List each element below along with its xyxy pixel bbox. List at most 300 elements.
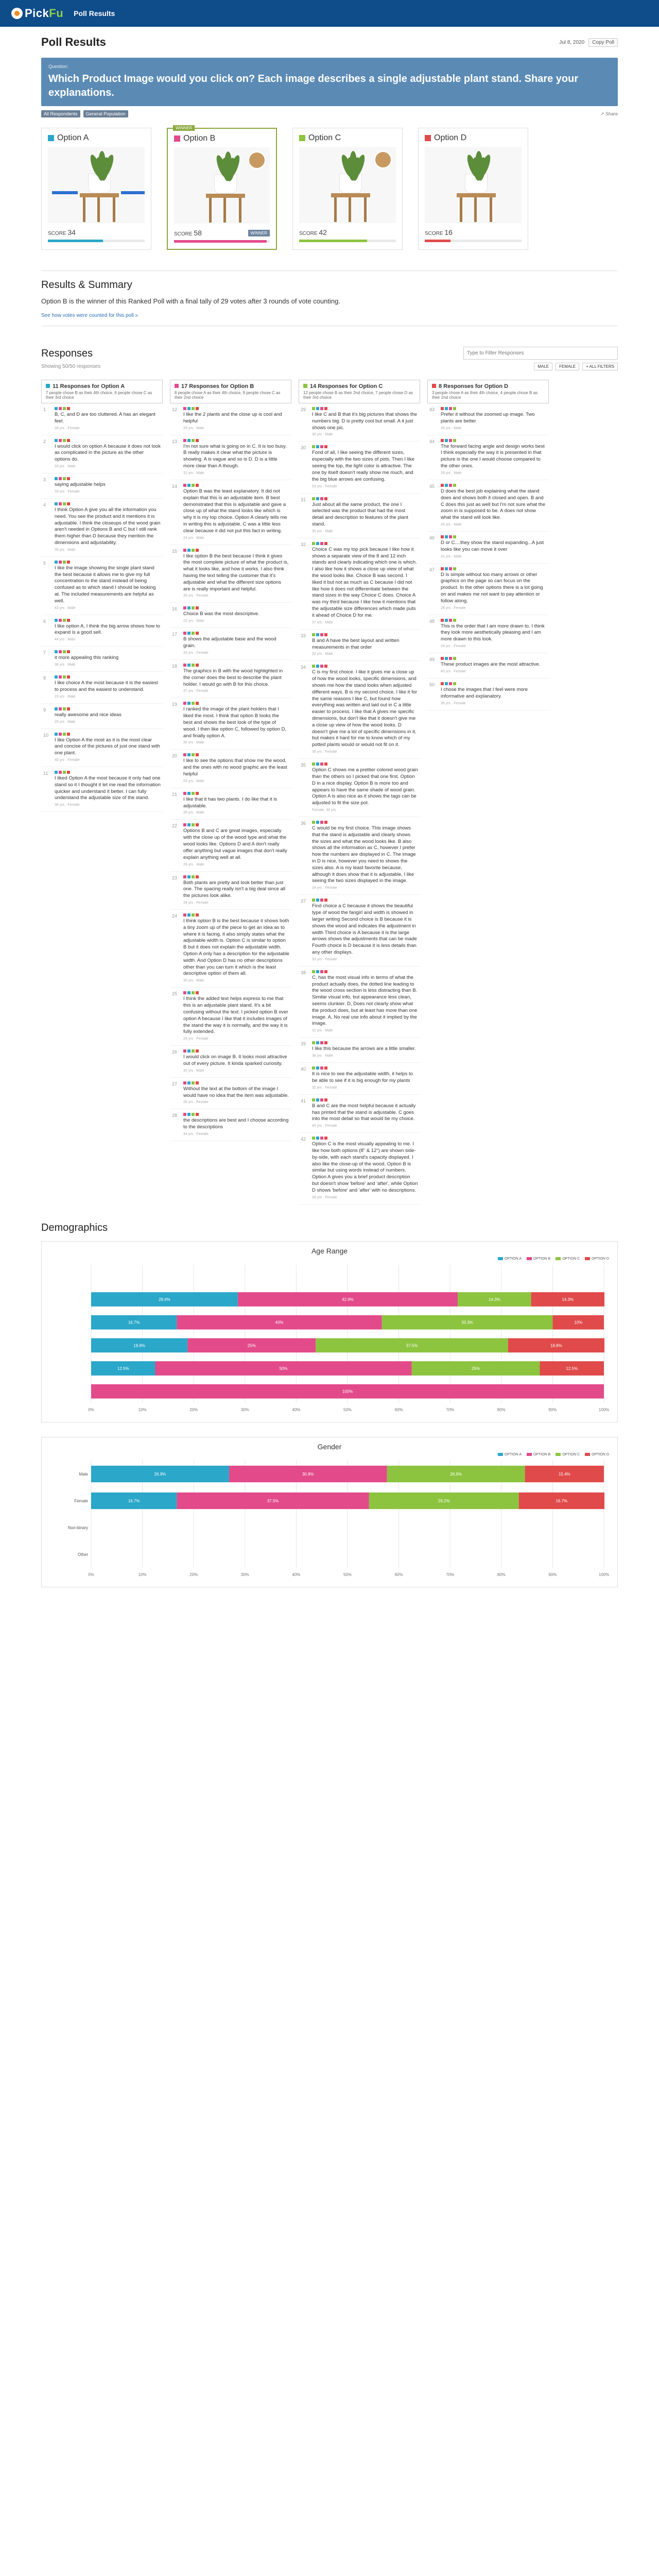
response-text: Find choice a C because it shows the beautiful type of wood the fangirl and width is showed in larger writing Second choice is B because it is shows the wood and indicates the adjustment in width Third choice is A because it is the large arrows shows the adjustments that can be made Fourth choice is D because it is less details than any other displays. [312,903,417,955]
respondent-meta: 53 yrs · Male [183,779,204,783]
rank-swatch [192,913,195,917]
rank-swatch [187,632,190,635]
response-item [427,615,549,653]
rank-order [312,445,418,448]
response-number: 12 [172,407,178,412]
response-item [299,1095,420,1133]
response-number: 25 [172,991,178,997]
response-number: 28 [172,1113,178,1118]
bar-value-label: 18.8% [550,1343,562,1348]
option-name: Option C [308,133,341,142]
top-navbar [0,0,659,27]
copy-poll-button[interactable]: Copy Poll [588,38,618,47]
wood-grain-zoom [374,151,392,168]
rank-order [312,762,418,766]
response-item [170,403,291,435]
male-filter-button[interactable]: MALE [534,363,552,370]
response-text: Choice C was my top pick because I like how it shows a separate view of the 8 and 12 inch stands and clearly indicating which one is which. I also like how it shows a close up view of what the wood looks like. Choice B was second. I liked it but not as much as C because I did not like how it does not differentiate between the stand sizes in the way Choice C does. Choice A was my third because I like how it mentions that the adjustable size differences which made puts it ahead of Choice D for me. [312,546,417,618]
rank-swatch [312,497,315,500]
rank-swatch [453,535,456,538]
respondent-meta: 35 yrs · Male [312,529,333,533]
rank-order [312,633,418,636]
bar-value-label: 33.3% [461,1320,473,1325]
rank-swatch [187,1049,190,1053]
x-tick-label: 40% [292,1572,301,1577]
rank-swatch [192,664,195,667]
response-item [41,729,163,767]
filter-responses-input[interactable] [463,347,618,360]
respondent-meta: 36 yrs · Female [441,701,466,705]
legend-item: OPTION D [585,1257,609,1261]
response-body [312,762,418,812]
rank-swatch [320,497,323,500]
rank-swatch [67,707,70,710]
response-body [55,502,161,552]
rank-order [441,567,547,570]
rank-swatch [63,619,66,622]
response-text: saying adjustable helps [55,482,106,488]
respondent-meta: Female, 34 yrs [312,808,336,812]
response-number: 22 [172,823,178,829]
score-row [174,229,270,237]
rank-swatch [312,633,315,636]
response-column-header [427,380,549,403]
option-color-swatch [174,135,180,142]
response-body [55,771,161,807]
response-text: B and A have the best layout and written measurements in that order [312,637,400,650]
rank-swatch [63,650,66,653]
response-item [41,647,163,672]
response-number: 43 [429,407,435,412]
response-body [312,542,418,624]
response-text: Both plants are pretty and look better than just one. The spacing really isn't a big deal since all the pictures look alike. [183,879,286,899]
rank-swatch [453,657,456,660]
bar-value-label: 16.7% [128,1320,140,1325]
response-item [170,750,291,788]
rank-order [55,561,161,564]
rank-swatch [192,632,195,635]
respondent-meta: 26 yrs · Male [183,811,204,815]
option-card[interactable] [418,128,528,250]
response-column-header [299,380,420,403]
rank-swatch [187,664,190,667]
response-body [55,407,161,430]
stand-top-shape [80,193,119,197]
option-color-swatch [175,384,179,388]
response-number: 9 [43,707,46,713]
rank-swatch [312,1098,315,1101]
response-number: 1 [43,407,46,412]
response-body [55,619,161,642]
option-color-swatch [303,384,307,388]
option-name: Option B [183,134,216,143]
rank-swatch [183,632,186,635]
rank-swatch [453,407,456,410]
x-tick-label: 60% [394,1572,403,1577]
response-text: I think Option A give you all the information you need. You see the product and it mentions it is adjustable. I think the closeups of the wood grain aren't needed in Options B and C but I still rank them higher than D because they mention the dimensions and adjustability. [55,506,161,546]
rank-swatch [183,875,186,878]
x-tick-label: 100% [598,1407,609,1412]
gender-svg [50,1456,609,1580]
x-tick-label: 10% [138,1572,147,1577]
gender-chart [41,1437,618,1587]
bar-value-label: 15.4% [558,1471,570,1477]
rank-swatch [316,1041,319,1044]
response-item [41,499,163,557]
rank-swatch [187,439,190,442]
response-body [312,1098,418,1128]
rank-swatch [320,542,323,545]
rank-swatch [324,970,327,973]
score-value: 16 [444,228,453,236]
response-body [441,439,547,475]
rank-swatch [320,1137,323,1140]
response-text: The graphics in B with the wood highlighted in the corner does the best to describe the plant holder. I would go with B for this choice. [183,668,283,687]
rank-swatch [183,407,186,410]
rank-order [183,913,289,917]
rank-order [441,682,547,685]
stand-top-shape [457,193,496,197]
rank-order [55,502,161,505]
response-body [55,439,161,468]
rank-swatch [324,445,327,448]
response-body [183,875,289,905]
rank-swatch [196,792,199,795]
share-button[interactable]: ↗ Share [600,111,618,116]
rank-swatch [441,484,444,487]
response-number: 27 [172,1081,178,1087]
rank-swatch [316,821,319,824]
response-text: Choice B was the most descriptive. [183,611,259,617]
vote-counting-link[interactable]: See how votes were counted for this poll » [41,313,138,318]
chart-title: Gender [317,1442,342,1451]
x-tick-label: 20% [189,1407,198,1412]
rank-swatch [67,619,70,622]
category-label: Other [77,1552,88,1557]
rank-swatch [183,991,186,994]
rank-swatch [445,657,448,660]
response-item [299,630,420,662]
response-number: 18 [172,663,178,669]
rank-order [441,535,547,538]
rank-order [183,823,289,826]
bar-value-label: 25% [471,1366,480,1371]
plant-stand-image[interactable] [48,147,145,223]
x-tick-label: 40% [292,1407,301,1412]
rank-swatch [55,650,58,653]
response-body [183,1081,289,1105]
column-subtitle: 7 people chose B as their 4th choice, 6 people chose C as their 3rd choice [46,391,152,400]
rank-swatch [63,407,66,410]
response-number: 16 [172,606,178,612]
rank-order [312,665,418,668]
respondent-meta: 22 yrs · Male [183,619,204,623]
rank-swatch [63,561,66,564]
rank-swatch [55,675,58,679]
rank-swatch [187,823,190,826]
respondent-meta: 29 yrs · Male [183,862,204,867]
audience-tag[interactable]: General Population [83,110,128,117]
response-item [299,759,420,817]
rank-swatch [441,619,444,622]
bar-value-label: 30.8% [302,1471,314,1477]
rank-order [312,407,418,410]
rank-swatch [55,477,58,480]
female-filter-button[interactable]: FEMALE [556,363,579,370]
response-text: The forward facing angle and design works best I think especially the way it is presented in that picture is the one I would choose compared to the other ones. [441,443,545,469]
respondent-meta: 53 yrs · Female [312,484,337,488]
response-number: 41 [301,1098,306,1104]
score-label [425,228,453,236]
response-item [170,1078,291,1110]
response-item [427,435,549,480]
rank-swatch [67,771,70,774]
x-tick-label: 100% [598,1572,609,1577]
x-tick-label: 90% [548,1407,557,1412]
rank-swatch [67,675,70,679]
response-number: 32 [301,541,306,547]
respondent-meta: 34 yrs · Female [183,901,209,905]
rank-swatch [55,561,58,564]
rank-swatch [183,606,186,609]
response-text: Option B was the least explanatory. It did not explain that this is an adjustable item. B best demonstrated that this is adjustable and gave a close up of what the stand looks like which is why it is my top choice. Option A clearly tells me in writing this is adjustable. C was a little less clear because it did not put this fact in writing. [183,488,287,534]
bar-value-label: 29.2% [438,1498,450,1503]
response-number: 17 [172,632,178,637]
arrow-shape [121,191,145,194]
response-number: 31 [301,497,306,502]
option-card[interactable] [292,128,403,250]
score-label [174,229,202,237]
response-column [41,380,163,812]
rank-swatch [453,484,456,487]
response-body [441,682,547,705]
rank-swatch [63,675,66,679]
rank-swatch [312,1137,315,1140]
rank-order [55,707,161,710]
response-number: 23 [172,875,178,880]
rank-swatch [312,821,315,824]
rank-swatch [67,733,70,736]
rank-swatch [59,733,62,736]
bar-value-label: 26.9% [450,1471,462,1477]
rank-swatch [316,899,319,902]
rank-swatch [320,821,323,824]
bar-value-label: 16.7% [556,1498,568,1503]
response-text: B, C, and D are too cluttered. A has an elegant feel. [55,412,155,424]
respondent-meta: 37 yrs · Male [312,620,333,624]
rank-order [183,407,289,410]
audience-tag[interactable]: All Respondents [41,110,80,117]
score-row [299,228,396,236]
response-number: 3 [43,477,46,483]
arrow-shape [52,191,78,194]
option-header [299,133,396,143]
rank-order [55,771,161,774]
rank-swatch [196,1081,199,1084]
respondent-meta: 44 yrs · Male [55,638,76,642]
option-card[interactable] [167,128,277,250]
rank-swatch [449,682,452,685]
response-number: 50 [429,682,435,687]
response-body [183,1113,289,1136]
response-body [312,497,418,533]
rank-swatch [192,606,195,609]
rank-swatch [449,439,452,442]
score-bar [425,240,522,242]
all-filters-button[interactable]: + ALL FILTERS [582,363,618,370]
response-body [183,606,289,623]
response-item [41,615,163,647]
response-body [183,439,289,475]
plant-stand-image[interactable] [299,147,396,223]
rank-swatch [55,407,58,410]
rank-swatch [55,439,58,442]
rank-order [183,991,289,994]
legend-item: OPTION D [585,1453,609,1456]
response-item [41,672,163,704]
bar-value-label: 14.3% [562,1297,574,1302]
winner-button[interactable]: WINNER [248,230,270,236]
response-text: I like option B the best because I think it gives the most complete picture of what the product is, what it looks like, and how it works. I also think having the text telling the customer that it's adjustable and what the different size options are is really important and helpful. [183,553,289,592]
pickfu-logo[interactable]: PickFu [11,7,63,20]
rank-swatch [196,439,199,442]
rank-order [183,606,289,609]
rank-swatch [183,439,186,442]
rank-swatch [183,913,186,917]
stand-leg-shape [334,197,337,222]
legend-item: OPTION B [527,1453,550,1456]
rank-swatch [453,619,456,622]
option-card[interactable] [41,128,151,250]
stand-leg-shape [490,197,492,222]
option-cards [41,128,618,250]
response-item [299,895,420,967]
response-text: I ranked the image of the plant holders that I liked the most. I think that option B looks the best and shows the best look of the type of wood. I then like option C, followed by option D, and finally option A. [183,706,287,739]
response-text: Fond of all, I like seeing the different sizes, especially with the two sizes of pots. Then I like seeing the top, the light color is attractive. The one by itself doesn't really show me much, and the big blue arrows are confusing. [312,450,414,482]
rank-swatch [316,542,319,545]
response-text: the descriptions are best and I choose according to the descriptions [183,1117,289,1130]
rank-swatch [63,771,66,774]
x-tick-label: 70% [446,1407,455,1412]
rank-swatch [59,502,62,505]
rank-swatch [196,823,199,826]
response-body [55,707,161,724]
score-label [48,228,76,236]
response-number: 19 [172,702,178,707]
rank-swatch [192,1049,195,1053]
response-body [312,1066,418,1090]
rank-swatch [67,407,70,410]
rank-swatch [445,535,448,538]
respondent-meta: 40 yrs · Female [312,1124,337,1128]
rank-swatch [320,665,323,668]
age-range-chart [41,1241,618,1422]
response-body [183,792,289,815]
response-body [183,702,289,744]
column-title: 11 Responses for Option A [53,383,125,389]
score-bar-fill [299,240,367,242]
rank-swatch [312,1066,315,1070]
response-item [427,653,549,679]
bar-value-label: 50% [279,1366,288,1371]
response-text: I'm not sure what is going on in C. It is too busy. B really makes it clear what the picture is showing. A is vague and so is D. D is a little more clear than A though. [183,443,287,469]
response-item [170,628,291,660]
respondent-meta: 37 yrs · Female [183,689,209,693]
stand-top-shape [206,194,245,198]
rank-swatch [187,1081,190,1084]
rank-swatch [63,439,66,442]
response-item [41,557,163,615]
rank-swatch [441,657,444,660]
stand-leg-shape [113,197,115,222]
rank-swatch [441,535,444,538]
response-body [441,535,547,558]
rank-swatch [67,561,70,564]
response-text: C is my first choice. I like it gives me a close up of how the wood looks, specific dimensions, and shows me how the stand looks when adjusted different ways. B is my second choice. I like it for the same reasons I like C, but found how everything was written and laid out in C a little easier to process. I like that A gives me specific dimensions, but don't like that it doesn't give me a close up view of how the wood looks. D doesn't give me a lot of specific dimensions in it, but makes it hard for me to know which of my potted plants would or would not fit on it. [312,669,418,748]
respondent-meta: 31 yrs · Male [441,554,462,558]
response-text: It is nice to see the adjustable width, it helps to be able to see if it is big enough for my plants [312,1071,413,1083]
rank-swatch [316,1066,319,1070]
rank-order [183,549,289,552]
rank-swatch [59,707,62,710]
response-body [312,970,418,1033]
x-tick-label: 80% [497,1572,506,1577]
rank-swatch [59,619,62,622]
response-number: 15 [172,548,178,554]
rank-order [312,899,418,902]
showing-count: Showing 50/50 responses [41,364,101,369]
rank-order [183,632,289,635]
rank-swatch [320,407,323,410]
response-number: 4 [43,502,46,507]
results-summary [41,270,618,326]
rank-order [183,484,289,487]
rank-swatch [441,682,444,685]
response-item [41,767,163,812]
plant-stand-image[interactable] [425,147,522,223]
rank-swatch [312,542,315,545]
respondent-meta: 44 yrs · Female [183,1132,209,1136]
column-subtitle: 12 people chose B as their 2nd choice, 7 people chose D as their 3rd choice [303,391,413,400]
rank-swatch [449,535,452,538]
rank-swatch [192,702,195,705]
plant-stand-image[interactable] [174,147,270,224]
response-number: 26 [172,1049,178,1055]
x-tick-label: 20% [189,1572,198,1577]
score-row [48,228,145,236]
response-number: 37 [301,899,306,904]
response-text: C, has the most visual info in terms of what the product actually does, the dotted line leading to the wood cross section is less distracting than B. Similar visual info, but appearance less clean, seems clunkier. D, Does not clearly show what the product does, but at least has more than one image. A, No real use info about it implied by the image. [312,974,418,1027]
response-text: I like choice A the most because it is the easiest to process and the easiest to understand. [55,680,158,692]
category-label: Female [74,1498,88,1503]
rank-swatch [445,567,448,570]
rank-order [312,1066,418,1070]
option-color-swatch [425,135,431,141]
nav-title: Poll Results [74,9,115,18]
rank-order [441,484,547,487]
stand-leg-shape [223,198,226,223]
rank-swatch [183,1081,186,1084]
rank-swatch [59,407,62,410]
response-item [170,788,291,820]
response-text: I like to see the options that show me the wood, and the ones with no wood graphic are the least helpful [183,758,287,777]
rank-swatch [449,657,452,660]
response-body [55,477,161,494]
rank-swatch [67,439,70,442]
age-range-svg [50,1261,609,1415]
x-tick-label: 0% [88,1572,94,1577]
respondent-meta: 35 yrs · Female [312,750,337,754]
